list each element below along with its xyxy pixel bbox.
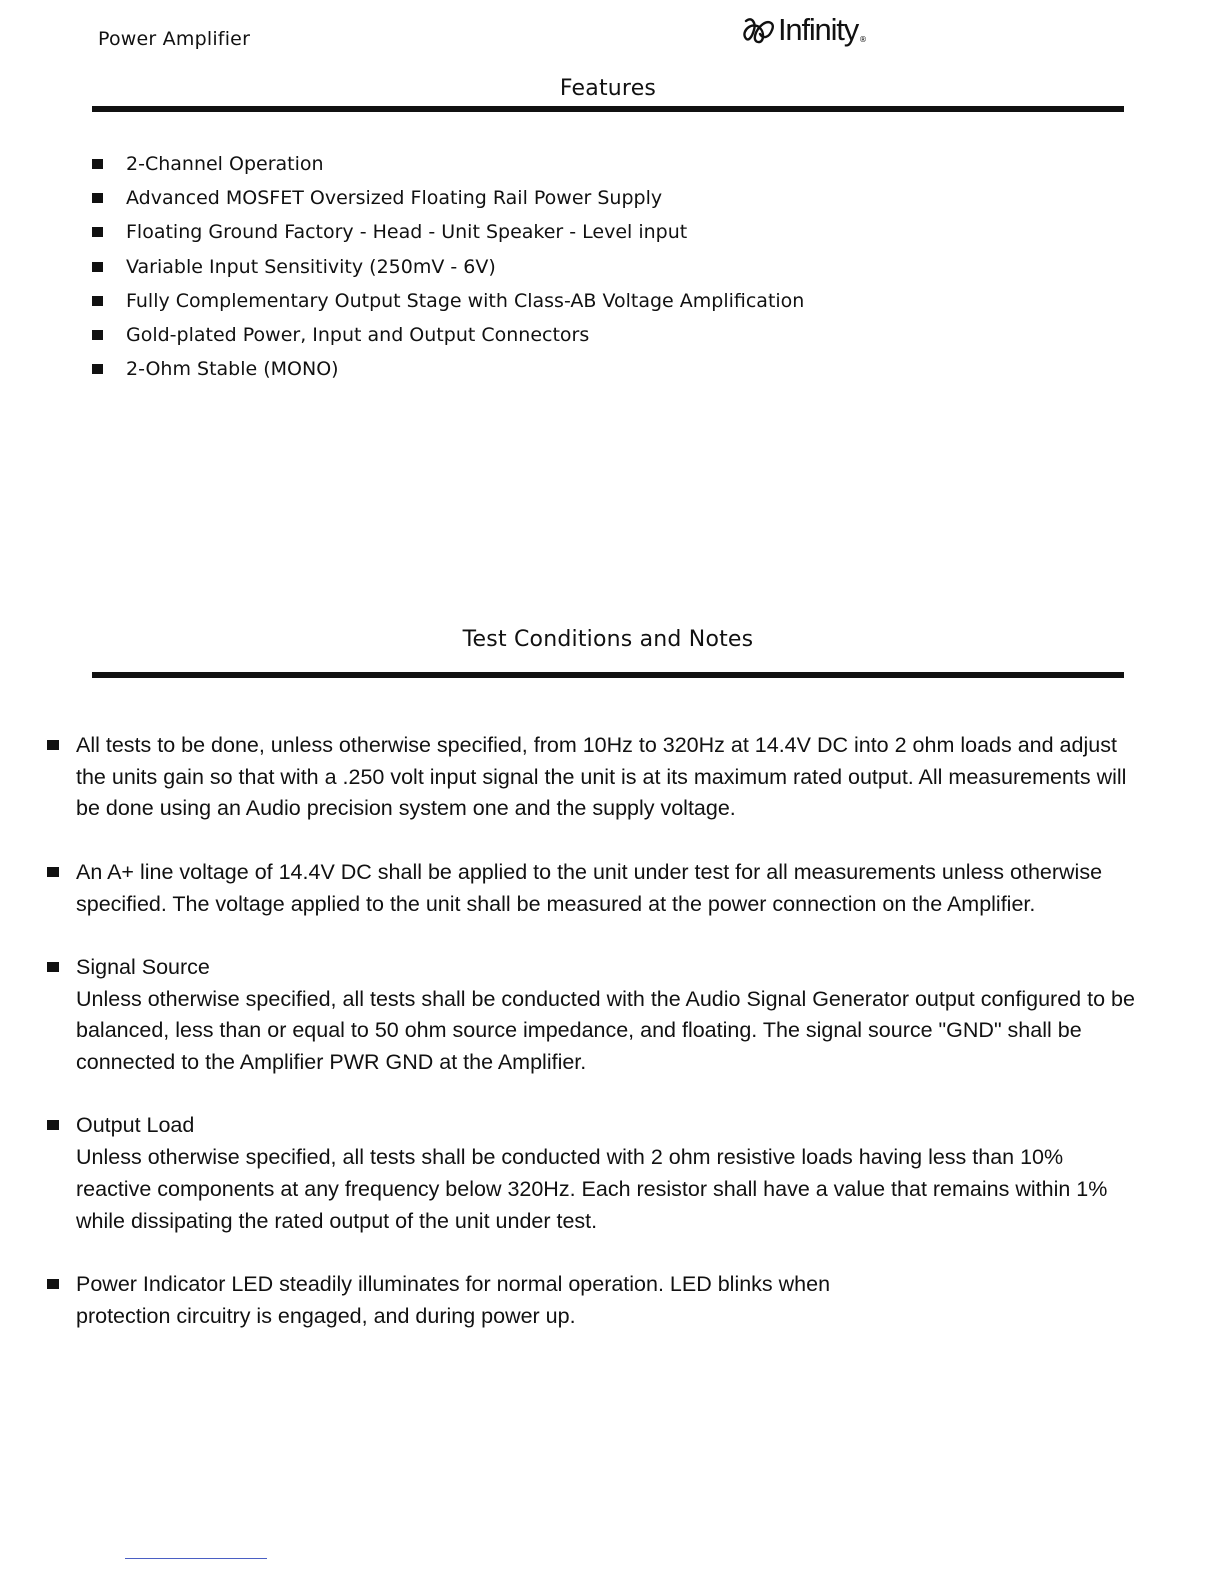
features-heading: Features [559,76,657,101]
square-bullet-icon [47,962,59,972]
square-bullet-icon [92,364,103,374]
square-bullet-icon [47,1120,59,1130]
list-item: Advanced MOSFET Oversized Floating Rail Power Supply [92,184,992,218]
registered-mark: ® [859,35,867,44]
note-text: An A+ line voltage of 14.4V DC shall be applied to the unit under test for all measurements unless otherwise specified. The voltage applied to the unit shall be measured at the power connection on the Amplifier. [76,859,1103,916]
square-bullet-icon [92,227,103,237]
logo-wordmark: Infinity [778,11,858,47]
square-bullet-icon [47,867,59,877]
list-item [47,1269,1137,1332]
list-item: 2-Channel Operation [92,150,992,184]
note-text: Unless otherwise specified, all tests shall be conducted with the Audio Signal Generator output configured to be balanced, less than or equal to 50 ohm source impedance, and floating. The signal source "GND" shall be connected to the Amplifier PWR GND at the Amplifier. [76,986,1135,1074]
test-conditions-divider [92,672,1124,678]
list-item [47,1110,1137,1237]
test-notes-list [47,730,1137,1364]
square-bullet-icon [92,159,103,169]
note-text: Unless otherwise specified, all tests shall be conducted with 2 ohm resistive loads having less than 10% reactive components at any frequency below 320Hz. Each resistor shall have a value that remains within 1% while dissipating the rated output of the unit under test. [76,1145,1108,1233]
list-item [47,730,1137,825]
square-bullet-icon [92,262,103,272]
note-text-line: Power Indicator LED steadily illuminates for normal operation. LED blinks when [76,1271,831,1296]
note-heading: Output Load [76,1113,195,1138]
list-item [47,952,1137,1079]
features-divider [92,106,1124,112]
document-title: Power Amplifier [98,28,251,50]
infinity-swirl-icon [742,12,776,46]
square-bullet-icon [47,1279,59,1289]
square-bullet-icon [92,193,103,203]
list-item: Gold-plated Power, Input and Output Connectors [92,321,992,355]
list-item: 2-Ohm Stable (MONO) [92,355,992,389]
footer-divider [125,1558,267,1559]
square-bullet-icon [92,296,103,306]
list-item: Variable Input Sensitivity (250mV - 6V) [92,253,992,287]
list-item: Floating Ground Factory - Head - Unit Speaker - Level input [92,218,992,252]
note-text: All tests to be done, unless otherwise specified, from 10Hz to 320Hz at 14.4V DC into 2 ohm loads and adjust the units gain so that with a .250 volt input signal the unit is at its maximum rated output. All measurements will be done using an Audio precision system one and the supply voltage. [76,733,1127,821]
infinity-logo [742,8,887,50]
note-text-line: protection circuitry is engaged, and during power up. [76,1303,576,1328]
square-bullet-icon [47,740,59,750]
square-bullet-icon [92,330,103,340]
list-item: Fully Complementary Output Stage with Class-AB Voltage Amplification [92,287,992,321]
note-heading: Signal Source [76,954,210,979]
test-conditions-heading: Test Conditions and Notes [462,627,754,652]
list-item [47,857,1137,920]
features-list [92,150,992,389]
